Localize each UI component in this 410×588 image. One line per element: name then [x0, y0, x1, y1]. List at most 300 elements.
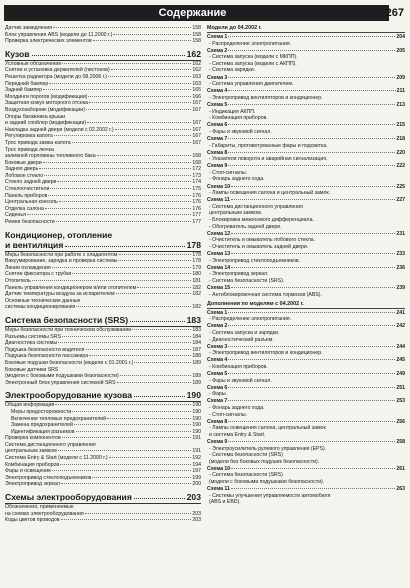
scheme-entry[interactable]: [207, 265, 405, 285]
scheme-header: [207, 285, 405, 292]
scheme-description: - Диагностический разъем.: [209, 336, 274, 343]
toc-entry-page: 189: [192, 373, 201, 380]
toc-entry-page: 174: [192, 179, 201, 186]
dot-leader: [228, 138, 395, 139]
toc-entry-text: Разъемы системы SRS: [5, 333, 61, 340]
scheme-title: Схема 1: [207, 309, 228, 316]
scheme-header: [207, 385, 405, 392]
toc-entry-text: Обозначения, применяемые: [5, 504, 74, 511]
scheme-page: 241: [396, 309, 405, 316]
toc-entry[interactable]: [5, 219, 201, 226]
toc-entry-page: 166: [192, 93, 201, 100]
dot-leader: [56, 221, 192, 222]
toc-entry[interactable]: [5, 133, 201, 140]
dot-leader: [231, 267, 395, 268]
dot-leader: [228, 152, 395, 153]
toc-entry[interactable]: [5, 304, 201, 311]
dot-leader: [89, 355, 191, 356]
page-header: [0, 0, 410, 24]
right-column: [207, 25, 405, 506]
scheme-entry[interactable]: [207, 344, 405, 357]
page-number: 267: [385, 7, 404, 19]
scheme-description: - Электропривод вентиляторов и кондиционер.: [209, 94, 323, 101]
scheme-title: Схема 4: [207, 357, 228, 364]
toc-entry-page: 158: [192, 25, 201, 31]
scheme-description: и система Entry & Start.: [209, 431, 266, 438]
section-heading[interactable]: [5, 240, 201, 252]
toc-entry-page: 194: [192, 461, 201, 468]
scheme-entry[interactable]: [207, 150, 405, 163]
toc-entry-page: 184: [192, 340, 201, 347]
toc-entry-text: и задний спойлер (модификации): [5, 120, 87, 127]
scheme-page: 244: [396, 343, 405, 350]
toc-entry-page: 187: [192, 346, 201, 353]
toc-entry[interactable]: [5, 409, 201, 416]
dot-leader: [228, 346, 395, 347]
dot-leader: [62, 437, 192, 438]
scheme-page: 239: [396, 284, 405, 291]
scheme-description: - Распределение электропитания.: [209, 316, 291, 323]
dot-leader: [43, 89, 191, 90]
scheme-page: 253: [396, 398, 405, 405]
toc-entry[interactable]: [5, 173, 201, 180]
toc-entry[interactable]: [5, 429, 201, 436]
toc-entry-text: Вакуумирование, зарядка и проверка системы: [5, 258, 118, 265]
toc-entry-page: 163: [192, 80, 201, 87]
toc-entry[interactable]: [5, 212, 201, 219]
dot-leader: [88, 96, 191, 97]
toc-entry[interactable]: [5, 285, 201, 292]
scheme-entry[interactable]: [207, 419, 405, 439]
toc-entry[interactable]: [5, 120, 201, 127]
toc-entry-text: (модели с боковыми подушками безопасности): [5, 373, 119, 380]
scheme-description: - Система управления двигателем.: [209, 81, 294, 88]
scheme-description: - Система зарядки.: [209, 67, 256, 74]
scheme-entry[interactable]: [207, 251, 405, 264]
scheme-entry[interactable]: [207, 439, 405, 465]
toc-entry-page: 167: [192, 126, 201, 133]
toc-entry-text: Датчик замедления: [5, 25, 53, 31]
scheme-description: - Лампы освещения салона и центральный замок.: [209, 190, 331, 197]
toc-entry-page: 182: [192, 291, 201, 298]
dot-leader: [86, 109, 191, 110]
toc-entry-text: Электропривод зеркал: [5, 481, 60, 488]
toc-entry-page: 190: [192, 415, 201, 422]
toc-entry[interactable]: [5, 81, 201, 88]
toc-entry[interactable]: [5, 140, 201, 147]
toc-entry-text: заливной горловины топливного бака: [5, 153, 96, 160]
scheme-entry[interactable]: [207, 34, 405, 47]
scheme-description: - Система дистанционного управления: [209, 203, 303, 210]
dot-leader: [92, 477, 191, 478]
toc-entry-text: Диагностика системы: [5, 340, 58, 347]
toc-entry-text: Фары и освещение: [5, 468, 52, 475]
scheme-entry[interactable]: [207, 285, 405, 298]
scheme-header: [207, 251, 405, 258]
toc-entry-text: Условные обозначения: [5, 60, 62, 67]
scheme-entry[interactable]: [207, 385, 405, 398]
toc-entry[interactable]: [5, 334, 201, 341]
toc-entry[interactable]: [5, 475, 201, 482]
scheme-entry[interactable]: [207, 102, 405, 122]
toc-entry[interactable]: [5, 127, 201, 134]
toc-entry[interactable]: [5, 25, 201, 32]
group-heading: Дополнения по моделям с 04.2002 г.: [207, 301, 405, 309]
dot-leader: [76, 306, 191, 307]
scheme-entry[interactable]: [207, 466, 405, 486]
toc-entry[interactable]: [5, 360, 201, 367]
dot-leader: [58, 342, 191, 343]
dot-leader: [228, 124, 395, 125]
scheme-description: - Обогреватель задней двери.: [209, 223, 282, 230]
dot-leader: [228, 77, 395, 78]
toc-entry[interactable]: [5, 193, 201, 200]
scheme-page: 263: [396, 486, 405, 493]
toc-entry[interactable]: [5, 353, 201, 360]
page-title: Содержание: [158, 7, 227, 19]
toc-entry[interactable]: [5, 87, 201, 94]
dot-leader: [57, 181, 191, 182]
dot-leader: [116, 293, 192, 294]
toc-entry[interactable]: [5, 147, 201, 154]
toc-entry[interactable]: [5, 94, 201, 101]
dot-leader: [61, 519, 192, 520]
section-page: 183: [186, 314, 201, 325]
toc-entry-page: 189: [192, 379, 201, 386]
scheme-entry[interactable]: [207, 122, 405, 135]
toc-entry-page: 168: [192, 153, 201, 160]
scheme-entry[interactable]: [207, 136, 405, 149]
toc-entry[interactable]: [5, 153, 201, 160]
dot-leader: [228, 104, 395, 105]
scheme-title: Схема 5: [207, 101, 228, 108]
scheme-entry[interactable]: [207, 231, 405, 251]
toc-entry[interactable]: [5, 186, 201, 193]
toc-entry-text: Система дистанционного управления: [5, 441, 96, 448]
scheme-page: 231: [396, 230, 405, 237]
toc-entry-text: Электронный блок управления системой SRS: [5, 379, 116, 386]
toc-entry[interactable]: [5, 179, 201, 186]
dot-leader: [52, 267, 192, 268]
toc-entry[interactable]: [5, 100, 201, 107]
toc-entry-page: 190: [192, 422, 201, 429]
toc-entry[interactable]: [5, 291, 201, 298]
dot-leader: [39, 168, 191, 169]
scheme-description: - Система безопасности (SRS): [209, 452, 283, 459]
toc-entry[interactable]: [5, 367, 201, 374]
toc-entry[interactable]: [5, 504, 201, 511]
toc-entry-page: 203: [192, 517, 201, 524]
scheme-header: [207, 357, 405, 364]
toc-entry[interactable]: [5, 340, 201, 347]
toc-entry-text: Панель приборов: [5, 192, 48, 199]
section-title: Схемы электрооборудования: [5, 492, 132, 503]
dot-leader: [27, 214, 191, 215]
scheme-title: Схема 11: [207, 486, 230, 493]
dot-leader: [61, 483, 191, 484]
toc-entry[interactable]: [5, 67, 201, 74]
toc-entry[interactable]: [5, 278, 201, 285]
toc-entry-text: Центральная консоль: [5, 199, 58, 206]
toc-entry-page: 190: [192, 428, 201, 435]
dot-leader: [45, 208, 191, 209]
dot-leader: [50, 188, 191, 189]
scheme-header: [207, 398, 405, 405]
toc-entry-page: 172: [192, 166, 201, 173]
dot-leader: [59, 201, 192, 202]
toc-entry-page: 168: [192, 159, 201, 166]
scheme-title: Схема 3: [207, 74, 228, 81]
scheme-page: 205: [396, 47, 405, 54]
toc-entry-text: Общая информация: [5, 402, 55, 409]
toc-entry-text: Решетка радиатора (модели до 08.2006 г.): [5, 73, 108, 80]
scheme-entry[interactable]: [207, 486, 405, 506]
scheme-page: 225: [396, 183, 405, 190]
toc-entry-page: 165: [192, 87, 201, 94]
dot-leader: [118, 260, 191, 261]
scheme-header: [207, 48, 405, 55]
toc-entry[interactable]: [5, 462, 201, 469]
scheme-description: - Комбинация приборов.: [209, 363, 268, 370]
scheme-description: - Распределение электропитания.: [209, 40, 291, 47]
scheme-header: [207, 231, 405, 238]
toc-entry[interactable]: [5, 258, 201, 265]
dot-leader: [134, 498, 185, 499]
section-heading[interactable]: [5, 315, 201, 327]
scheme-entry[interactable]: [207, 357, 405, 370]
scheme-description: - Система запуска и зарядки.: [209, 329, 280, 336]
toc-entry-page: 167: [192, 133, 201, 140]
toc-entry[interactable]: [5, 252, 201, 259]
dot-leader: [117, 382, 192, 383]
toc-entry[interactable]: [5, 481, 201, 488]
toc-entry-text: Накладка задней двери (модели с 02.2002 г.): [5, 126, 114, 133]
toc-entry[interactable]: [5, 448, 201, 455]
scheme-entry[interactable]: [207, 371, 405, 384]
scheme-page: 261: [396, 465, 405, 472]
scheme-description: - Фонарь заднего хода.: [209, 404, 265, 411]
toc-entry-text: Замена предохранителей: [11, 422, 73, 429]
scheme-title: Схема 9: [207, 438, 228, 445]
scheme-entry[interactable]: [207, 398, 405, 418]
toc-entry-page: 179: [192, 264, 201, 271]
toc-entry-page: 191: [192, 448, 201, 455]
scheme-entry[interactable]: [207, 75, 405, 88]
dot-leader: [228, 421, 395, 422]
toc-entry-page: 173: [192, 172, 201, 179]
toc-entry[interactable]: [5, 166, 201, 173]
section-heading[interactable]: [5, 492, 201, 504]
toc-entry[interactable]: [5, 271, 201, 278]
scheme-header: [207, 344, 405, 351]
scheme-title: Схема 10: [207, 183, 231, 190]
section-title: Электрооборудование кузова: [5, 390, 133, 401]
section-page: 203: [186, 492, 201, 503]
scheme-entry[interactable]: [207, 323, 405, 343]
scheme-header: [207, 150, 405, 157]
toc-entry[interactable]: [5, 422, 201, 429]
toc-entry[interactable]: [5, 32, 201, 39]
scheme-entry[interactable]: [207, 197, 405, 230]
toc-entry[interactable]: [5, 206, 201, 213]
toc-entry-page: 188: [192, 353, 201, 360]
scheme-header: [207, 88, 405, 95]
toc-entry-text: Боковые подушки безопасности (модели с 01.2001 г.): [5, 359, 134, 366]
dot-leader: [49, 83, 191, 84]
dot-leader: [74, 424, 191, 425]
scheme-description: (модели с боковыми подушками безопасности).: [209, 479, 325, 485]
toc-entry-page: 190: [192, 408, 201, 415]
scheme-description: - Стоп-сигналы.: [209, 411, 247, 418]
toc-entry-text: Идентификация разъемов: [11, 428, 75, 435]
toc-entry-text: Комбинация приборов: [5, 461, 60, 468]
dot-leader: [109, 457, 192, 458]
toc-entry-page: 176: [192, 199, 201, 206]
toc-entry[interactable]: [5, 455, 201, 462]
toc-entry-text: Отделка салона: [5, 205, 44, 212]
left-column: [5, 25, 201, 524]
toc-entry-text: Линии охлаждения: [5, 264, 51, 271]
toc-entry-text: Подушка безопасности пассажира: [5, 353, 89, 360]
toc-entry[interactable]: [5, 402, 201, 409]
toc-entry[interactable]: [5, 517, 201, 524]
toc-entry[interactable]: [5, 416, 201, 423]
toc-entry-page: 158: [192, 38, 201, 45]
scheme-entry[interactable]: [207, 184, 405, 197]
scheme-description: - Система запуска (модели с МКПП).: [209, 54, 298, 61]
toc-entry[interactable]: [5, 442, 201, 449]
section-page: 190: [186, 390, 201, 401]
toc-entry-text: Задняя дверь: [5, 166, 39, 173]
toc-entry[interactable]: [5, 435, 201, 442]
dot-leader: [86, 349, 192, 350]
toc-entry[interactable]: [5, 511, 201, 518]
dot-leader: [228, 36, 395, 37]
toc-entry[interactable]: [5, 107, 201, 114]
toc-entry-page: 177: [192, 219, 201, 226]
toc-entry[interactable]: [5, 327, 201, 334]
dot-leader: [228, 90, 395, 91]
scheme-entry[interactable]: [207, 310, 405, 323]
toc-entry-page: 167: [192, 120, 201, 127]
dot-leader: [115, 129, 192, 130]
toc-entry-text: Стекло задней двери: [5, 179, 57, 186]
dot-leader: [134, 396, 185, 397]
toc-entry-page: 192: [192, 455, 201, 462]
toc-entry-page: 158: [192, 31, 201, 38]
toc-entry-page: 176: [192, 192, 201, 199]
dot-leader: [228, 441, 395, 442]
toc-entry-text: Трос привода замка капота: [5, 139, 71, 146]
scheme-header: [207, 486, 405, 493]
section-heading[interactable]: [5, 390, 201, 402]
scheme-title: Схема 6: [207, 122, 228, 129]
dot-leader: [85, 513, 192, 514]
scheme-entry[interactable]: [207, 88, 405, 101]
toc-entry[interactable]: [5, 347, 201, 354]
toc-entry[interactable]: [5, 380, 201, 387]
section-heading[interactable]: [5, 49, 201, 61]
scheme-entry[interactable]: [207, 48, 405, 74]
scheme-header: [207, 136, 405, 143]
toc-entry-page: 197: [192, 468, 201, 475]
scheme-page: 236: [396, 264, 405, 271]
scheme-page: 242: [396, 323, 405, 330]
toc-entry-text: Основные технические данные: [5, 297, 81, 304]
dot-leader: [52, 470, 191, 471]
scheme-header: [207, 34, 405, 41]
scheme-page: 220: [396, 149, 405, 156]
toc-entry-text: Защитная кожух моторного отсека: [5, 100, 88, 107]
toc-entry-text: Боковые датчики SRS: [5, 366, 59, 373]
scheme-page: 218: [396, 135, 405, 142]
toc-entry-text: Регулировка капота: [5, 133, 53, 140]
scheme-title: Схема 4: [207, 88, 228, 95]
dot-leader: [55, 404, 191, 405]
dot-leader: [119, 254, 192, 255]
scheme-page: 258: [396, 438, 405, 445]
scheme-title: Схема 7: [207, 398, 228, 405]
dot-leader: [228, 312, 395, 313]
scheme-header: [207, 197, 405, 204]
dot-leader: [231, 287, 395, 288]
dot-leader: [107, 418, 191, 419]
dot-leader: [93, 40, 192, 41]
toc-entry-page: 162: [192, 67, 201, 74]
toc-entry[interactable]: [5, 265, 201, 272]
dot-leader: [32, 55, 185, 56]
toc-entry[interactable]: [5, 38, 201, 45]
scheme-title: Схема 13: [207, 251, 231, 257]
toc-entry-page: 167: [192, 139, 201, 146]
section-page: 162: [186, 48, 201, 59]
dot-leader: [130, 321, 185, 322]
toc-entry[interactable]: [5, 468, 201, 475]
toc-entry-page: 200: [192, 481, 201, 488]
dot-leader: [76, 431, 192, 432]
toc-entry-page: 163: [192, 73, 201, 80]
scheme-description: - Комбинация приборов.: [209, 115, 268, 122]
toc-entry-text: Лобовое стекло: [5, 172, 44, 179]
scheme-header: [207, 310, 405, 317]
scheme-page: 233: [396, 251, 405, 257]
toc-entry-page: 199: [192, 474, 201, 481]
scheme-header: [207, 163, 405, 170]
toc-entry[interactable]: [5, 160, 201, 167]
dot-leader: [89, 102, 191, 103]
scheme-page: 256: [396, 418, 405, 425]
dot-leader: [53, 27, 191, 28]
toc-entry[interactable]: [5, 298, 201, 305]
toc-entry[interactable]: [5, 199, 201, 206]
toc-entry-page: 189: [192, 359, 201, 366]
dot-leader: [231, 488, 395, 489]
toc-entry[interactable]: [5, 74, 201, 81]
scheme-description: - Габариты, противотуманные фары и подсветка.: [209, 142, 328, 149]
scheme-page: 227: [396, 197, 405, 204]
dot-leader: [228, 400, 395, 401]
dot-leader: [65, 246, 184, 247]
scheme-title: Схема 9: [207, 163, 228, 170]
scheme-description: - Фары и звуковой сигнал.: [209, 128, 272, 135]
scheme-entry[interactable]: [207, 163, 405, 183]
toc-entry[interactable]: [5, 373, 201, 380]
toc-entry[interactable]: [5, 61, 201, 68]
dot-leader: [228, 50, 395, 51]
toc-entry-page: 183: [192, 326, 201, 333]
scheme-description: центральным замком.: [209, 210, 263, 217]
toc-entry[interactable]: [5, 114, 201, 121]
